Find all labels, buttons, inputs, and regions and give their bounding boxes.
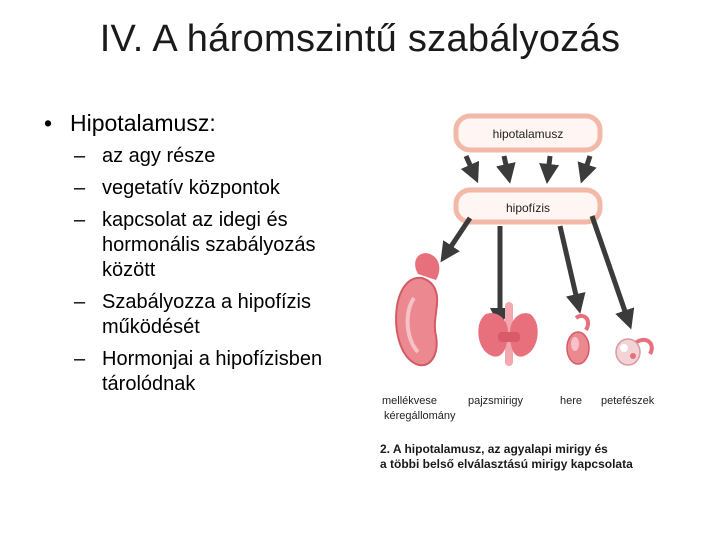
sub-item: – vegetatív központok xyxy=(74,177,280,199)
bullet-list xyxy=(44,108,374,404)
testis-label: here xyxy=(560,395,583,407)
thyroid-label: pajzsmirigy xyxy=(468,395,524,407)
sub-list xyxy=(74,144,374,397)
hypothalamus-label: hipotalamusz xyxy=(492,127,564,141)
caption-line-2: a többi belső elválasztású mirigy kapcsolata xyxy=(380,457,633,471)
testis-icon xyxy=(567,316,589,364)
caption-line-1: 2. A hipotalamusz, az agyalapi mirigy és xyxy=(380,442,608,456)
bullet-dot: • xyxy=(44,110,53,136)
adrenal-label-2: kéregállomány xyxy=(384,410,456,422)
pituitary-label: hipofízis xyxy=(505,201,551,215)
bullet-text: Hipotalamusz: xyxy=(70,110,216,136)
adrenal-kidney-icon xyxy=(396,253,439,365)
arrows-to-pituitary xyxy=(466,156,590,174)
sub-item: – kapcsolat az idegi és hormonális szabályozás között xyxy=(74,209,316,281)
ovary-label: petefészek xyxy=(601,395,655,407)
bullet-hypothalamus xyxy=(44,108,374,138)
ovary-icon xyxy=(616,339,652,365)
endocrine-diagram xyxy=(370,108,670,478)
thyroid-icon xyxy=(478,302,537,366)
sub-item: – Szabályozza a hipofízis működését xyxy=(74,291,312,338)
sub-item: – az agy része xyxy=(74,145,216,167)
arrows-to-glands xyxy=(446,216,628,320)
adrenal-label: mellékvese xyxy=(382,395,438,407)
sub-item: – Hormonjai a hipofízisben tárolódnak xyxy=(74,348,323,395)
slide-title: IV. A háromszintű szabályozás xyxy=(99,18,621,60)
